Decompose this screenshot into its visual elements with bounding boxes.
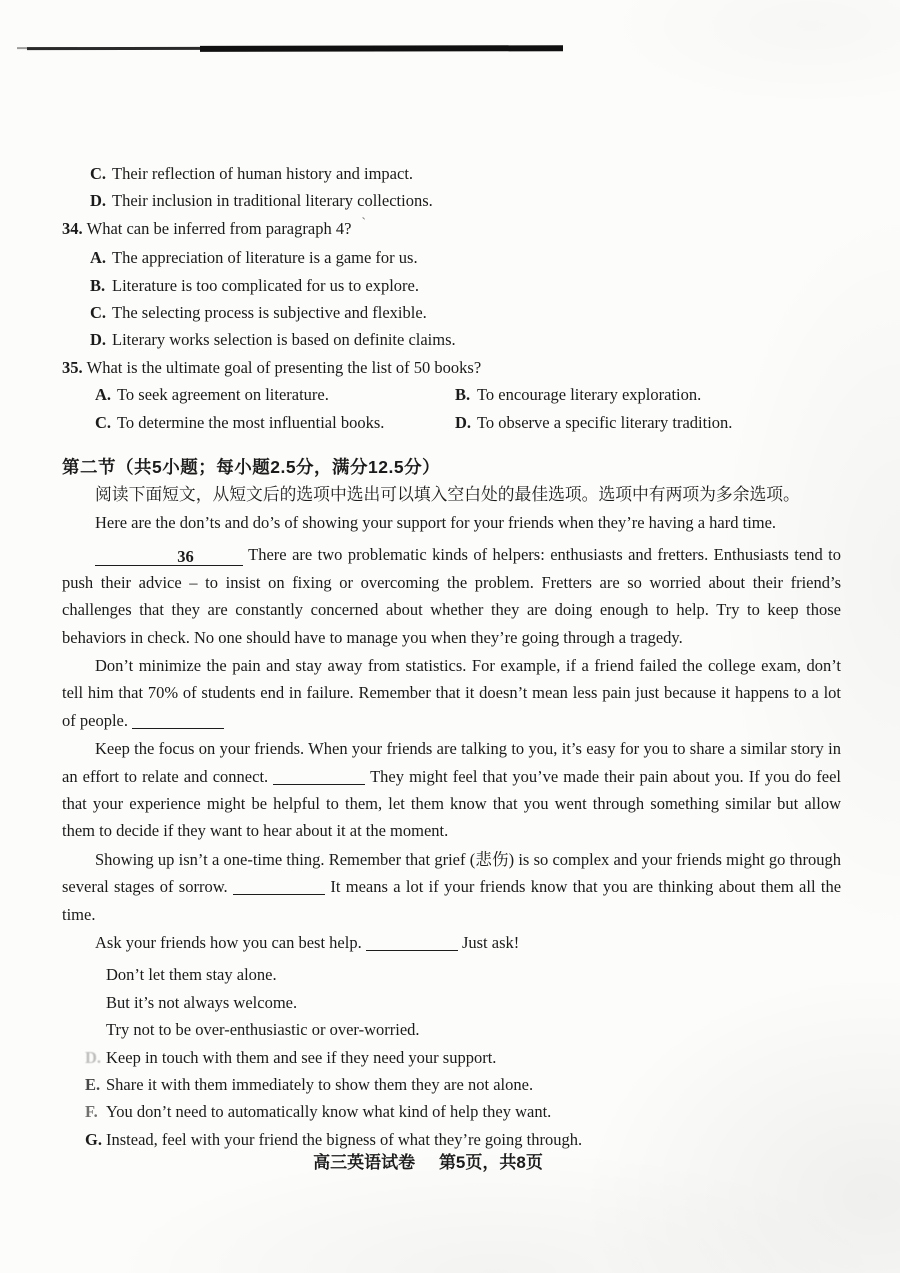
option-text: Share it with them immediately to show them they are not alone.	[106, 1075, 534, 1094]
option-text: Instead, feel with your friend the bigness of what they’re going through.	[106, 1129, 583, 1149]
option-line	[455, 409, 841, 436]
option-line	[455, 381, 841, 408]
option-text: Their reflection of human history and impact.	[112, 164, 414, 183]
list-item	[85, 1016, 841, 1043]
option-line	[62, 160, 841, 187]
fill-blank-36	[95, 548, 243, 566]
section-instructions: 阅读下面短文，从短文后的选项中选出可以填入空白处的最佳选项。选项中有两项为多余选项。	[95, 485, 800, 505]
question-35	[62, 354, 841, 381]
option-line	[62, 244, 841, 271]
option-label: B.	[90, 275, 106, 295]
option-letter: F.	[85, 1102, 98, 1122]
option-label: A.	[95, 385, 112, 405]
option-text: The appreciation of literature is a game for us.	[112, 248, 418, 268]
option-letter: G.	[85, 1129, 102, 1149]
option-line	[95, 381, 455, 408]
paragraph-text: Keep the focus on your friends. When your friends are talking to you, it’s easy for you to share a similar story in an effort to relate and connect.	[62, 739, 841, 786]
option-text: Keep in touch with them and see if they need your support.	[106, 1047, 497, 1067]
option-line	[62, 272, 841, 299]
question-number: 35.	[62, 357, 83, 377]
question-stem: What can be inferred from paragraph 4?	[86, 218, 352, 238]
paragraph-text: Showing up isn’t a one-time thing. Remember that grief (悲伤) is so complex and your friends might go through several stages of sorrow.	[62, 849, 841, 897]
fill-blank	[233, 877, 325, 895]
section-heading: 第二节（共5小题；每小题2.5分，满分12.5分）	[62, 457, 441, 478]
option-text: To determine the most influential books.	[117, 412, 385, 432]
question-stem: What is the ultimate goal of presenting the list of 50 books?	[86, 357, 482, 377]
question-35-options	[62, 381, 841, 436]
paragraph-text: They might feel that you’ve made their pain about you. If you do feel that your experience might be helpful to them, let them know that you went through something similar but allow them to decide if they want to hear about it at the moment.	[62, 766, 842, 841]
option-text: To observe a specific literary tradition.	[477, 412, 733, 432]
option-text: The selecting process is subjective and flexible.	[112, 303, 427, 323]
passage-paragraph	[62, 929, 841, 956]
list-item	[85, 1044, 841, 1071]
option-label: A.	[90, 248, 107, 268]
scan-artifact-bar	[27, 47, 202, 50]
option-text: But it’s not always welcome.	[106, 992, 298, 1012]
passage-paragraph	[62, 735, 841, 845]
option-line	[95, 409, 455, 436]
footer-page-info: 第5页，共8页	[438, 1153, 543, 1172]
paragraph-text: There are two problematic kinds of helpers: enthusiasts and fretters. Enthusiasts tend to push their advice – to insist on fixing or overcoming the problem. Fretters are so worried about their friend’s challenges that they are constantly concerned about whether they are doing enough to help. Try to keep those behaviors in check. No one should have to manage you when they’re going through a tragedy.	[62, 545, 841, 647]
list-item	[85, 961, 841, 988]
list-item	[85, 1071, 841, 1098]
page-content	[62, 160, 841, 1153]
question-34	[62, 215, 841, 244]
option-label: B.	[455, 385, 471, 405]
blank-number: 36	[177, 547, 194, 567]
scan-speck-mark: `	[361, 215, 367, 231]
question-number: 34.	[62, 218, 83, 238]
option-text: Literature is too complicated for us to explore.	[112, 275, 419, 295]
option-line	[62, 299, 841, 326]
gap-options-list	[85, 961, 841, 1153]
option-text: You don’t need to automatically know what kind of help they want.	[106, 1102, 552, 1122]
option-label: D.	[455, 412, 472, 432]
option-label: C.	[90, 303, 107, 323]
option-text: To seek agreement on literature.	[117, 385, 329, 405]
option-line	[62, 187, 841, 214]
fill-blank	[273, 767, 365, 785]
page-footer	[0, 1148, 878, 1173]
paragraph-text: Just ask!	[461, 932, 520, 952]
paragraph-text: Ask your friends how you can best help.	[95, 932, 362, 952]
option-text: Don’t let them stay alone.	[106, 965, 277, 985]
option-line	[62, 326, 841, 353]
option-label: D.	[90, 191, 107, 211]
passage-paragraph	[62, 652, 841, 734]
paragraph-text: Don’t minimize the pain and stay away from statistics. For example, if a friend failed the college exam, don’t tell him that 70% of students end in failure. Remember that it doesn’t mean less pain just because it happens to a lot of people.	[62, 655, 841, 730]
passage-paragraph	[62, 541, 841, 651]
list-item	[85, 1098, 841, 1125]
option-text: To encourage literary exploration.	[477, 385, 702, 405]
option-label: C.	[90, 164, 107, 183]
passage-paragraph	[62, 846, 841, 928]
fill-blank	[132, 711, 224, 729]
option-label: D.	[90, 330, 107, 350]
paragraph-text: It means a lot if your friends know that you are thinking about them all the time.	[62, 877, 842, 924]
option-letter: D.	[85, 1047, 102, 1067]
option-label: C.	[95, 412, 112, 432]
footer-exam-title: 高三英语试卷	[313, 1153, 416, 1172]
passage-intro: Here are the don’ts and do’s of showing your support for your friends when they’re having a hard time.	[95, 512, 777, 532]
option-text: Literary works selection is based on definite claims.	[112, 330, 456, 350]
option-text: Try not to be over-enthusiastic or over-worried.	[106, 1020, 420, 1040]
option-text: Their inclusion in traditional literary collections.	[112, 191, 433, 211]
option-letter: E.	[85, 1075, 101, 1094]
fill-blank	[366, 933, 458, 951]
list-item	[85, 989, 841, 1016]
